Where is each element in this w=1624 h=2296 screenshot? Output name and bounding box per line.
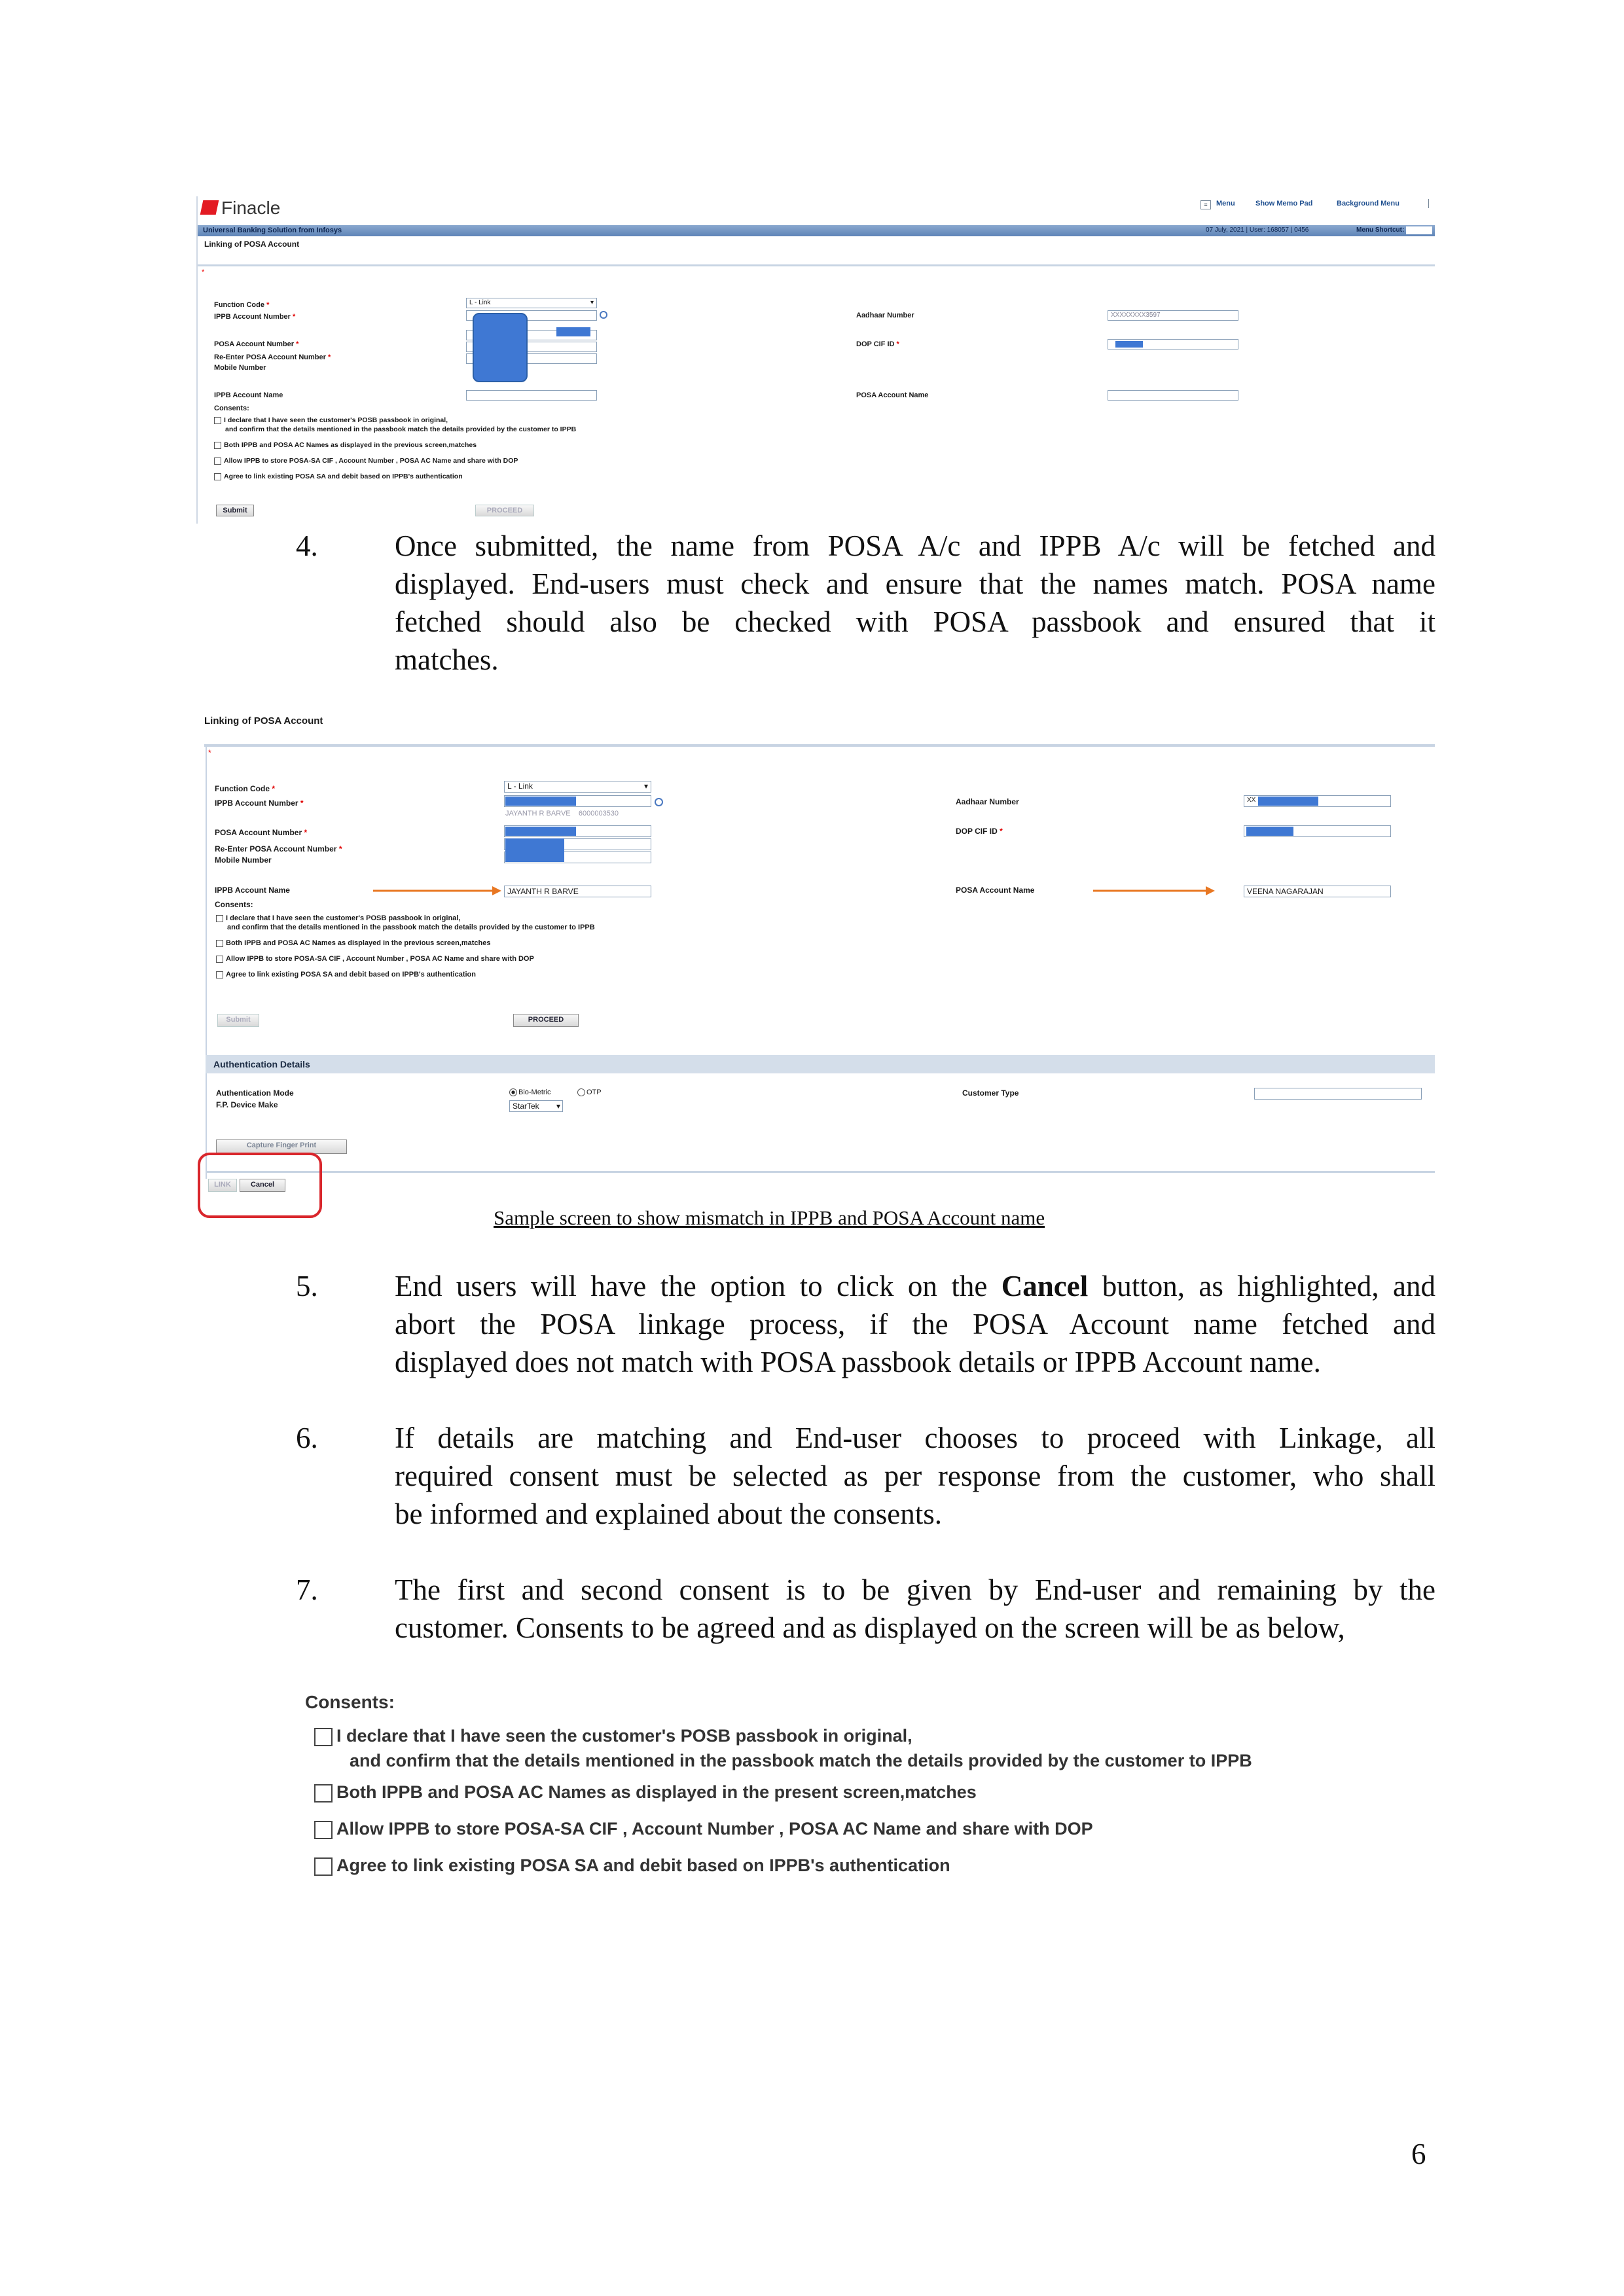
line: matches. bbox=[395, 643, 499, 676]
checkbox[interactable] bbox=[214, 442, 221, 449]
label-ippb-account-number: IPPB Account Number * bbox=[214, 313, 296, 321]
label-auth-mode: Authentication Mode bbox=[216, 1088, 294, 1098]
finacle-logo bbox=[200, 200, 219, 215]
label-consents: Consents: bbox=[214, 404, 249, 412]
label-posa-account-name: POSA Account Name bbox=[956, 886, 1035, 895]
checkbox[interactable] bbox=[214, 417, 221, 424]
radio-selected-icon bbox=[509, 1088, 517, 1096]
consent-1[interactable]: I declare that I have seen the customer's POSB passbook in original, bbox=[216, 914, 460, 922]
arrow-head bbox=[492, 886, 501, 895]
auth-header: Authentication Details bbox=[213, 1059, 310, 1069]
line: fetched should also be checked with POSA passbook and ensured that it bbox=[395, 605, 1435, 638]
redaction-mask-small bbox=[556, 327, 590, 336]
line: Once submitted, the name from POSA A/c and IPPB A/c will be fetched and bbox=[395, 529, 1435, 562]
label-dop-cif-id: DOP CIF ID * bbox=[856, 340, 899, 348]
finacle-screenshot-1 bbox=[196, 196, 1435, 524]
tagline-bar bbox=[198, 225, 1435, 236]
label-mobile-number: Mobile Number bbox=[215, 855, 272, 865]
item-4-text bbox=[395, 527, 1435, 679]
item-6-number: 6. bbox=[296, 1422, 318, 1454]
function-code-select[interactable] bbox=[504, 781, 651, 793]
chevron-down-icon: ▾ bbox=[643, 781, 648, 791]
device-value: StarTek bbox=[513, 1102, 539, 1111]
search-icon[interactable] bbox=[600, 311, 607, 319]
chevron-down-icon: ▾ bbox=[590, 299, 594, 306]
consent-3[interactable]: Allow IPPB to store POSA-SA CIF , Account Number , POSA AC Name and share with DOP bbox=[214, 457, 518, 465]
checkbox[interactable] bbox=[314, 1784, 333, 1803]
checkbox[interactable] bbox=[216, 971, 223, 978]
redaction-mask-cif bbox=[1115, 341, 1143, 348]
cancel-button[interactable]: Cancel bbox=[240, 1179, 285, 1192]
label-reenter-posa: Re-Enter POSA Account Number * bbox=[214, 353, 331, 361]
page-number: 6 bbox=[1411, 2138, 1426, 2170]
label-ippb-account-name: IPPB Account Name bbox=[215, 886, 290, 895]
redaction-mask-reenter bbox=[505, 838, 564, 862]
radio-otp[interactable]: OTP bbox=[577, 1088, 602, 1096]
menu-shortcut-label: Menu Shortcut: bbox=[1356, 226, 1405, 234]
auth-header-bar bbox=[206, 1055, 1435, 1073]
proceed-button[interactable]: PROCEED bbox=[475, 505, 534, 516]
tagline: Universal Banking Solution from Infosys bbox=[203, 226, 342, 234]
label-function-code: Function Code * bbox=[214, 301, 270, 309]
page-title: Linking of POSA Account bbox=[204, 715, 323, 726]
line: End users will have the option to click on the Cancel button, as highlighted, and bbox=[395, 1270, 1435, 1302]
consent-3[interactable]: Allow IPPB to store POSA-SA CIF , Account Number , POSA AC Name and share with DOP bbox=[216, 955, 534, 963]
finacle-top-bar bbox=[198, 196, 1435, 225]
consent-4[interactable]: Agree to link existing POSA SA and debit based on IPPB's authentication bbox=[216, 971, 476, 978]
label-posa-account-number: POSA Account Number * bbox=[215, 828, 308, 837]
arrow-ippb-name bbox=[372, 884, 503, 897]
line: The first and second consent is to be given by End-user and remaining by the bbox=[395, 1573, 1435, 1606]
ippb-account-name-input[interactable] bbox=[466, 390, 597, 401]
device-select[interactable] bbox=[509, 1100, 563, 1112]
chevron-down-icon: ▾ bbox=[556, 1102, 560, 1111]
consent-1[interactable]: I declare that I have seen the customer's POSB passbook in original, bbox=[314, 1726, 912, 1746]
function-code-value: L - Link bbox=[469, 299, 491, 306]
item-7-number: 7. bbox=[296, 1573, 318, 1606]
ippb-account-name-input: JAYANTH R BARVE bbox=[504, 886, 651, 897]
label-customer-type: Customer Type bbox=[962, 1088, 1019, 1098]
consent-3[interactable]: Allow IPPB to store POSA-SA CIF , Account Number , POSA AC Name and share with DOP bbox=[314, 1819, 1093, 1839]
consent-4[interactable]: Agree to link existing POSA SA and debit based on IPPB's authentication bbox=[214, 473, 463, 480]
label-aadhaar-number: Aadhaar Number bbox=[956, 797, 1019, 806]
aadhaar-prefix: XX bbox=[1247, 797, 1256, 804]
item-5-text bbox=[395, 1267, 1435, 1381]
proceed-button[interactable]: PROCEED bbox=[513, 1014, 579, 1027]
checkbox[interactable] bbox=[214, 457, 221, 465]
section-divider bbox=[198, 264, 1435, 266]
checkbox[interactable] bbox=[314, 1728, 333, 1746]
redaction-mask-aadhaar bbox=[1258, 797, 1318, 806]
label-function-code: Function Code * bbox=[215, 784, 276, 793]
bottom-divider bbox=[206, 1171, 1435, 1173]
item-5-number: 5. bbox=[296, 1270, 318, 1302]
label-posa-account-number: POSA Account Number * bbox=[214, 340, 299, 348]
checkbox[interactable] bbox=[314, 1821, 333, 1839]
consents-screenshot bbox=[302, 1685, 1415, 1895]
capture-finger-print-button[interactable]: Capture Finger Print bbox=[216, 1139, 347, 1154]
function-code-select[interactable] bbox=[466, 298, 597, 308]
date-user: 07 July, 2021 | User: 168057 | 0456 bbox=[1206, 226, 1309, 234]
ippb-account-detail: JAYANTH R BARVE 6000003530 bbox=[505, 810, 619, 817]
link-button[interactable]: LINK bbox=[208, 1179, 237, 1192]
required-marker: * bbox=[208, 748, 211, 757]
redaction-mask-cif bbox=[1246, 827, 1293, 836]
top-link-menu-icon[interactable]: ≡ bbox=[1200, 200, 1211, 209]
consent-1-cont: and confirm that the details mentioned in the passbook match the details provided by the customer to IPPB bbox=[227, 924, 595, 931]
top-link-memo[interactable]: Show Memo Pad bbox=[1255, 200, 1313, 207]
consent-1[interactable]: I declare that I have seen the customer's POSB passbook in original, bbox=[214, 416, 448, 424]
search-icon[interactable] bbox=[655, 798, 663, 806]
label-dop-cif-id: DOP CIF ID * bbox=[956, 827, 1003, 836]
posa-account-name-input[interactable] bbox=[1108, 390, 1238, 401]
line: displayed. End-users must check and ensure that the names match. POSA name bbox=[395, 567, 1435, 600]
line: If details are matching and End-user chooses to proceed with Linkage, all bbox=[395, 1422, 1435, 1454]
redaction-mask bbox=[473, 313, 528, 382]
checkbox[interactable] bbox=[216, 915, 223, 922]
line: abort the POSA linkage process, if the POSA Account name fetched and bbox=[395, 1308, 1435, 1340]
consent-1-cont: and confirm that the details mentioned in the passbook match the details provided by the customer to IPPB bbox=[225, 425, 577, 433]
required-marker: * bbox=[202, 268, 205, 276]
customer-type-input[interactable] bbox=[1254, 1088, 1422, 1100]
cancel-highlight-box bbox=[198, 1153, 322, 1218]
top-link-background[interactable]: Background Menu bbox=[1337, 200, 1399, 207]
consents-title: Consents: bbox=[305, 1692, 395, 1712]
consent-2[interactable]: Both IPPB and POSA AC Names as displayed in the previous screen,matches bbox=[216, 939, 490, 947]
checkbox[interactable] bbox=[216, 940, 223, 947]
submit-button[interactable]: Submit bbox=[217, 1014, 259, 1027]
checkbox[interactable] bbox=[214, 473, 221, 480]
label-ippb-account-number: IPPB Account Number * bbox=[215, 798, 304, 808]
aadhaar-input[interactable]: XXXXXXXX3597 bbox=[1108, 310, 1238, 321]
posa-account-name-input: VEENA NAGARAJAN bbox=[1244, 886, 1391, 897]
item-4-number: 4. bbox=[296, 529, 318, 562]
label-ippb-account-name: IPPB Account Name bbox=[214, 391, 283, 399]
label-mobile-number: Mobile Number bbox=[214, 364, 266, 372]
line: customer. Consents to be agreed and as displayed on the screen will be as below, bbox=[395, 1611, 1345, 1644]
radio-icon bbox=[577, 1088, 585, 1096]
item-7-text bbox=[395, 1571, 1435, 1647]
consent-2[interactable]: Both IPPB and POSA AC Names as displayed in the previous screen,matches bbox=[214, 441, 477, 449]
function-code-value: L - Link bbox=[507, 781, 533, 791]
arrow-posa-name bbox=[1092, 884, 1216, 897]
label-aadhaar-number: Aadhaar Number bbox=[856, 312, 914, 319]
cancel-emphasis: Cancel bbox=[1001, 1270, 1089, 1302]
checkbox[interactable] bbox=[216, 956, 223, 963]
consent-2[interactable]: Both IPPB and POSA AC Names as displayed in the present screen,matches bbox=[314, 1782, 977, 1803]
item-6-text bbox=[395, 1419, 1435, 1533]
menu-shortcut-input[interactable] bbox=[1406, 226, 1432, 234]
line: displayed does not match with POSA passbook details or IPPB Account name. bbox=[395, 1346, 1321, 1378]
brand-name: Finacle bbox=[221, 198, 281, 218]
page-title: Linking of POSA Account bbox=[204, 240, 300, 249]
checkbox[interactable] bbox=[314, 1857, 333, 1876]
consent-4[interactable]: Agree to link existing POSA SA and debit based on IPPB's authentication bbox=[314, 1856, 950, 1876]
figure-caption: Sample screen to show mismatch in IPPB and POSA Account name bbox=[494, 1206, 1045, 1229]
label-reenter-posa: Re-Enter POSA Account Number * bbox=[215, 844, 342, 853]
redaction-mask-posa bbox=[505, 827, 576, 836]
arrow-head bbox=[1206, 886, 1215, 895]
label-posa-account-name: POSA Account Name bbox=[856, 391, 929, 399]
top-link-menu[interactable]: Menu bbox=[1216, 200, 1235, 207]
line: required consent must be selected as per response from the customer, who shall bbox=[395, 1460, 1435, 1492]
left-border bbox=[206, 747, 207, 1179]
submit-button[interactable]: Submit bbox=[216, 505, 254, 516]
section-divider bbox=[204, 744, 1435, 747]
redaction-mask bbox=[505, 797, 576, 806]
radio-biometric[interactable]: Bio-Metric bbox=[509, 1088, 551, 1096]
top-link-background-divider bbox=[1428, 199, 1429, 208]
consent-1-cont: and confirm that the details mentioned in the passbook match the details provided by the customer to IPPB bbox=[350, 1751, 1252, 1770]
label-consents: Consents: bbox=[215, 900, 253, 909]
label-fp-device: F.P. Device Make bbox=[216, 1100, 278, 1109]
line: be informed and explained about the consents. bbox=[395, 1498, 942, 1530]
finacle-screenshot-2 bbox=[196, 710, 1435, 1227]
